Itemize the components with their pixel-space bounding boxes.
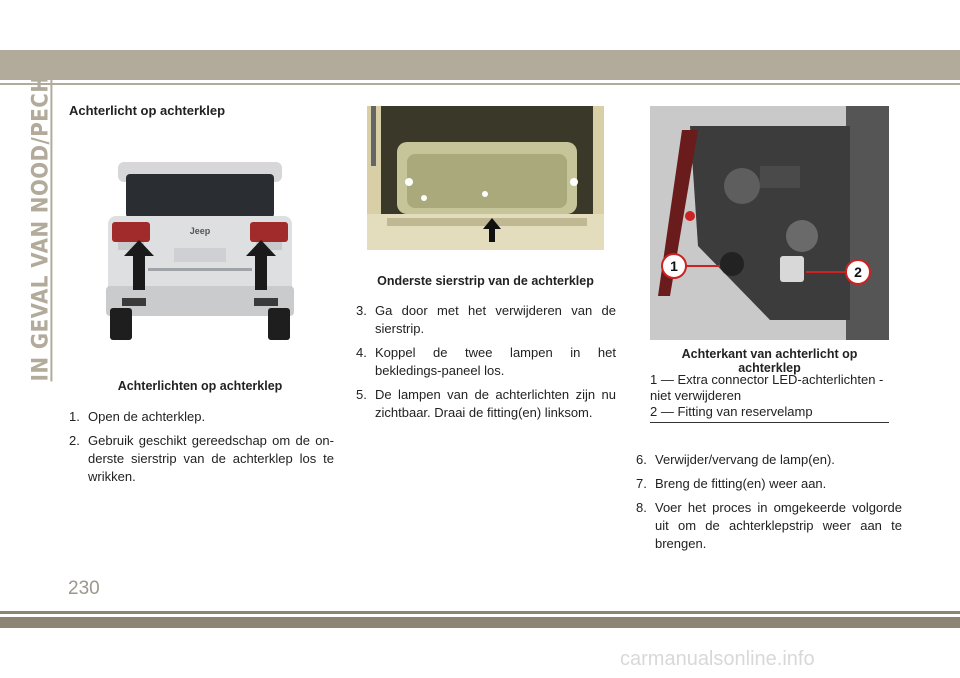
figure-caption: Onderste sierstrip van de achterklep — [377, 274, 594, 288]
page-number: 230 — [68, 578, 100, 599]
legend-rule — [650, 422, 889, 423]
steps-list — [356, 302, 616, 428]
step-item: 1. Open de achterklep. — [69, 409, 206, 424]
figure-caption: Achterlichten op achterklep — [117, 379, 283, 393]
section-title-text: IN GEVAL VAN NOOD/PECH — [28, 75, 54, 381]
section-heading: Achterlicht op achterklep — [69, 103, 226, 118]
steps-list — [636, 451, 902, 559]
step-item: 6. Verwijder/vervang de lamp(en). — [636, 452, 835, 467]
footer-rule — [0, 611, 960, 614]
footer-band — [0, 617, 960, 628]
jeep-badge: Jeep — [189, 226, 211, 236]
rear-lights-figure — [102, 158, 298, 348]
sidebar-section-title — [27, 75, 55, 381]
figure-legend — [650, 372, 889, 423]
step-item: 8. Voer het proces in omgekeerde volgorde uit om de achterklepstrip weer aan te brengen. — [636, 500, 902, 551]
step-item: 2. Gebruik geschikt gereedschap om de on-derste sierstrip van de achterklep los te wrikken. — [69, 433, 334, 484]
step-item: 3. Ga door met het verwijderen van de sierstrip. — [356, 303, 616, 336]
step-item: 5. De lampen van de achterlichten zijn nu zichtbaar. Draai de fitting(en) linksom. — [356, 387, 616, 420]
svg-text:2: 2 — [854, 264, 862, 280]
step-item: 4. Koppel de twee lampen in het bekledings-paneel los. — [356, 345, 616, 378]
watermark: carmanualsonline.info — [620, 648, 815, 670]
figure-caption: Achterkant van achterlicht op achterklep — [681, 347, 858, 375]
tail-lamp-back-figure — [650, 106, 889, 340]
liftgate-trim-figure — [367, 106, 604, 250]
svg-text:1: 1 — [670, 258, 678, 274]
header-rule — [0, 83, 960, 85]
legend-item: 2 — Fitting van reservelamp — [650, 404, 813, 419]
steps-list — [69, 408, 334, 492]
legend-item: 1 — Extra connector LED-achterlichten - niet verwijderen — [650, 372, 884, 403]
header-band — [0, 50, 960, 80]
step-item: 7. Breng de fitting(en) weer aan. — [636, 476, 827, 491]
